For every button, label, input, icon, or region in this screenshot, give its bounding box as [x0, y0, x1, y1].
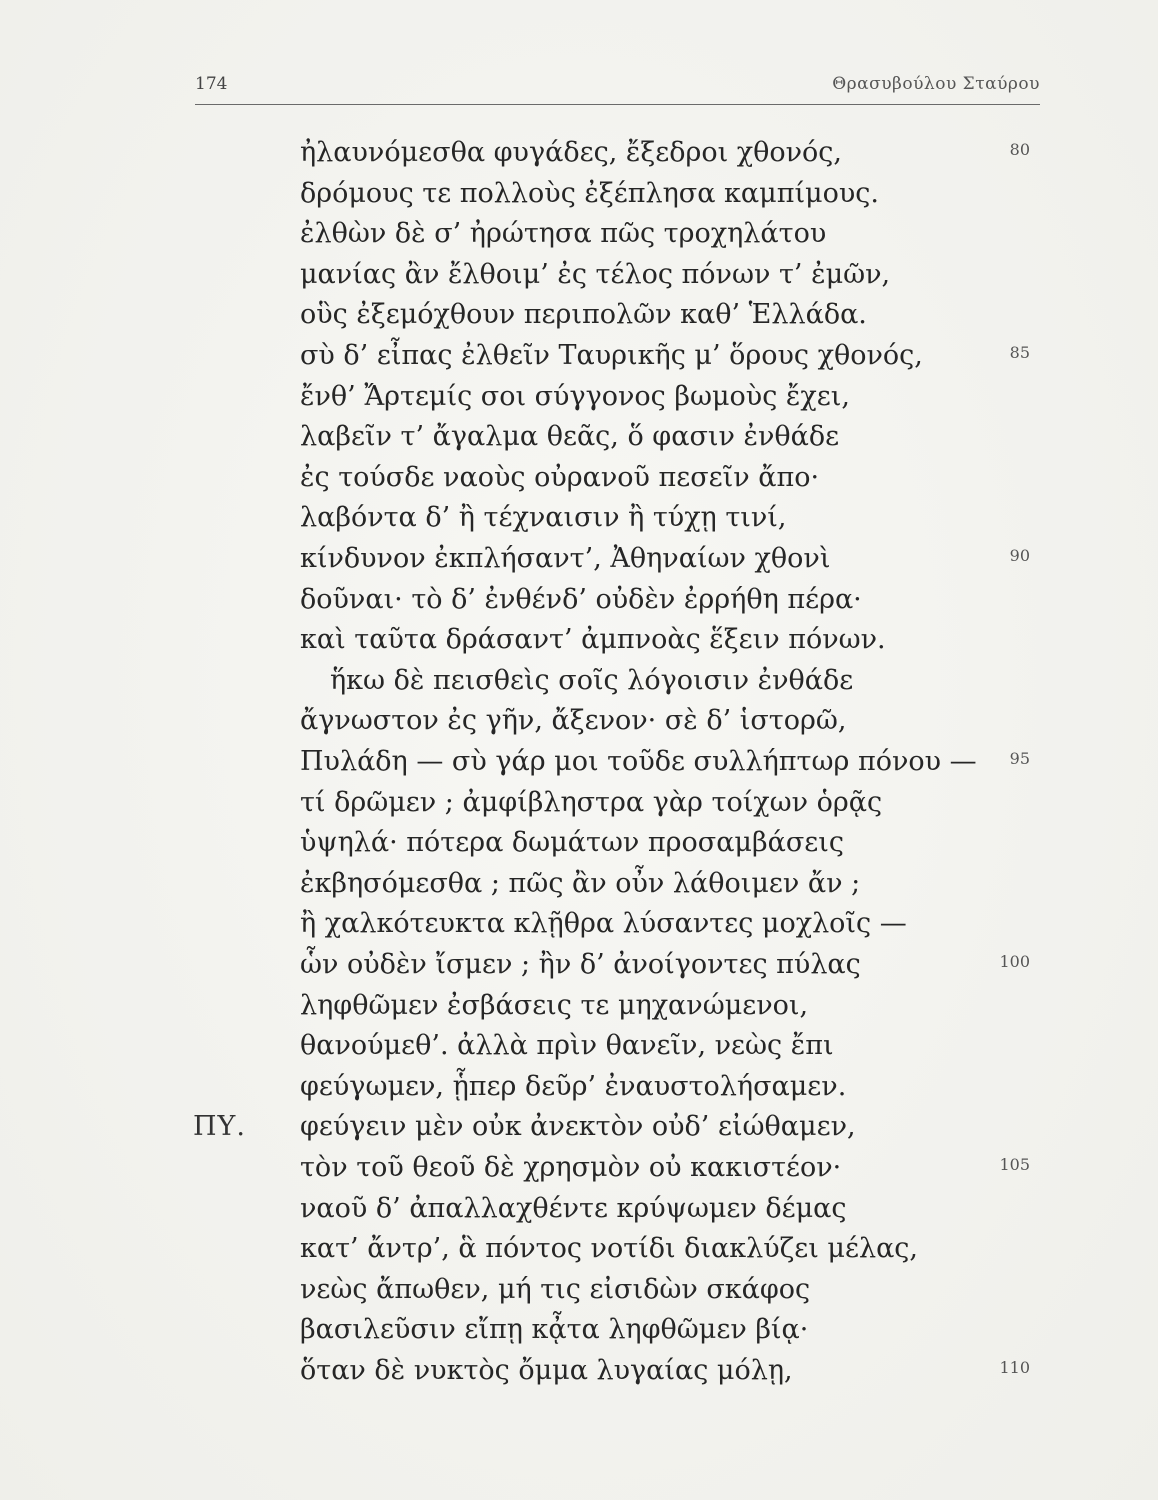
verse-line [0, 540, 1158, 578]
verse-line [0, 946, 1158, 984]
verse-line-text: τὸν τοῦ θεοῦ δὲ χρησμὸν οὐ κακιστέον· [300, 1152, 842, 1183]
verse-line-text: ληφθῶμεν ἐσβάσεις τε μηχανώμενοι, [300, 989, 809, 1021]
verse-line-text: ναοῦ δ’ ἀπαλλαχθέντε κρύψωμεν δέμας [300, 1192, 847, 1224]
verse-line-text: θανούμεθ’. ἀλλὰ πρὶν θανεῖν, νεὼς ἔπι [300, 1030, 834, 1062]
verse-line-text: καὶ ταῦτα δράσαντ’ ἀμπνοὰς ἕξειν πόνων. [300, 624, 886, 656]
line-number: 100 [999, 952, 1030, 971]
verse-line [0, 662, 1158, 700]
verse-line-text: ἠλαυνόμεσθα φυγάδες, ἔξεδροι χθονός, [300, 137, 843, 168]
verse-line [0, 378, 1158, 416]
verse-line [0, 824, 1158, 862]
verse-line [0, 418, 1158, 456]
verse-line [0, 1027, 1158, 1065]
verse-line-text: ἢ χαλκότευκτα κλῇθρα λύσαντες μοχλοῖς — [300, 908, 907, 940]
verse-line [0, 1352, 1158, 1390]
line-number: 90 [1009, 546, 1030, 565]
verse-line-text: σὺ δ’ εἶπας ἐλθεῖν Ταυρικῆς μ’ ὅρους χθονός, [300, 340, 923, 371]
verse-line [0, 1190, 1158, 1228]
verse-line [0, 1149, 1158, 1187]
verse-line-text: δοῦναι· τὸ δ’ ἐνθένδ’ οὐδὲν ἐρρήθη πέρα· [300, 583, 862, 615]
line-number: 105 [999, 1155, 1030, 1174]
verse-line [0, 1230, 1158, 1268]
verse-line-text: φεύγειν μὲν οὐκ ἀνεκτὸν οὐδ’ εἰώθαμεν, [300, 1111, 856, 1143]
verse-line [0, 256, 1158, 294]
verse-line-text: ὅταν δὲ νυκτὸς ὄμμα λυγαίας μόλῃ, [300, 1355, 793, 1386]
verse-line [0, 905, 1158, 943]
verse-line-text: ἐλθὼν δὲ σ’ ἠρώτησα πῶς τροχηλάτου [300, 218, 827, 250]
verse-line-text: ἥκω δὲ πεισθεὶς σοῖς λόγοισιν ἐνθάδε [330, 664, 854, 696]
running-title: Θρασυβούλου Σταύρου [832, 74, 1040, 94]
verse-line-text: λαβόντα δ’ ἢ τέχναισιν ἢ τύχῃ τινί, [300, 502, 787, 534]
verse-line-text: δρόμους τε πολλοὺς ἐξέπλησα καμπίμους. [300, 177, 879, 209]
page-number: 174 [195, 74, 228, 94]
verse-line-text: ὑψηλά· πότερα δωμάτων προσαμβάσεις [300, 827, 844, 859]
verse-line [0, 1108, 1158, 1146]
verse-line [0, 743, 1158, 781]
verse-line-text: κατ’ ἄντρ’, ἃ πόντος νοτίδι διακλύζει μέλας, [300, 1233, 919, 1265]
speaker-label: ΠΥ. [193, 1111, 246, 1143]
verse-line-text: ἔνθ’ Ἄρτεμίς σοι σύγγονος βωμοὺς ἔχει, [300, 380, 850, 412]
verse-line [0, 621, 1158, 659]
verse-line-text: ἐς τούσδε ναοὺς οὐρανοῦ πεσεῖν ἄπο· [300, 461, 820, 493]
verse-line [0, 134, 1158, 172]
verse-line [0, 296, 1158, 334]
verse-line [0, 987, 1158, 1025]
line-number: 85 [1009, 343, 1030, 362]
verse-line [0, 175, 1158, 213]
verse-line [0, 1311, 1158, 1349]
verse-line-text: ὧν οὐδὲν ἴσμεν ; ἢν δ’ ἀνοίγοντες πύλας [300, 949, 861, 980]
line-number: 80 [1009, 140, 1030, 159]
verse-line [0, 702, 1158, 740]
verse-line-text: λαβεῖν τ’ ἄγαλμα θεᾶς, ὅ φασιν ἐνθάδε [300, 421, 840, 453]
verse-line-text: ἐκβησόμεσθα ; πῶς ἂν οὖν λάθοιμεν ἄν ; [300, 867, 861, 899]
running-head [195, 70, 1040, 105]
verse-line-text: οὓς ἐξεμόχθουν περιπολῶν καθ’ Ἑλλάδα. [300, 299, 867, 331]
verse-line [0, 581, 1158, 619]
verse-line-text: φεύγωμεν, ᾗπερ δεῦρ’ ἐναυστολήσαμεν. [300, 1070, 847, 1102]
verse-line-text: μανίας ἂν ἔλθοιμ’ ἐς τέλος πόνων τ’ ἐμῶν, [300, 258, 891, 290]
verse-line-text: τί δρῶμεν ; ἀμφίβληστρα γὰρ τοίχων ὁρᾷς [300, 786, 883, 818]
verse-line [0, 499, 1158, 537]
verse-line [0, 1271, 1158, 1309]
verse-line [0, 1068, 1158, 1106]
verse-line [0, 215, 1158, 253]
verse-line [0, 784, 1158, 822]
verse-line-text: νεὼς ἄπωθεν, μή τις εἰσιδὼν σκάφος [300, 1273, 811, 1305]
line-number: 95 [1009, 749, 1030, 768]
line-number: 110 [999, 1358, 1030, 1377]
verse-line-text: βασιλεῦσιν εἴπῃ κᾆτα ληφθῶμεν βίᾳ· [300, 1314, 809, 1346]
verse-line-text: ἄγνωστον ἐς γῆν, ἄξενον· σὲ δ’ ἱστορῶ, [300, 705, 847, 737]
verse-line [0, 337, 1158, 375]
verse-line-text: κίνδυνον ἐκπλήσαντ’, Ἀθηναίων χθονὶ [300, 543, 831, 574]
verse-line [0, 459, 1158, 497]
verse-line [0, 865, 1158, 903]
verse-line-text: Πυλάδη — σὺ γάρ μοι τοῦδε συλλήπτωρ πόνου — [300, 746, 977, 777]
